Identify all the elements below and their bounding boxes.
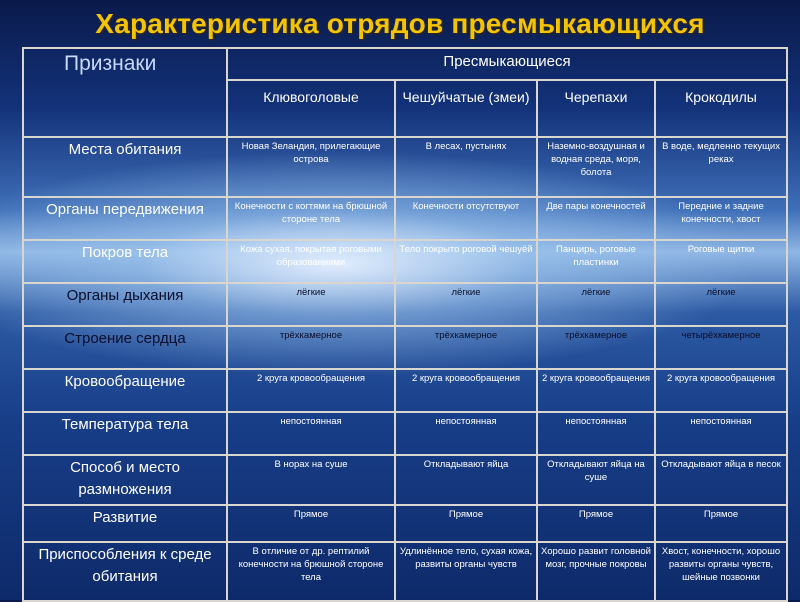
- table-cell: непостоянная: [537, 412, 655, 455]
- table-row: [23, 240, 787, 283]
- row-label: Покров тела: [23, 240, 227, 283]
- table-cell: Две пары конечностей: [537, 197, 655, 240]
- reptiles-group-header: Пресмыкающиеся: [227, 48, 787, 80]
- table-cell: Роговые щитки: [655, 240, 787, 283]
- table-cell: Откладывают яйца в песок: [655, 455, 787, 505]
- row-label: Приспособления к среде обитания: [23, 542, 227, 601]
- table-cell: В норах на суше: [227, 455, 395, 505]
- table-cell: трёхкамерное: [227, 326, 395, 369]
- order-header-squamata: Чешуйчатые (змеи): [395, 80, 537, 137]
- table-row: [23, 326, 787, 369]
- row-label: Строение сердца: [23, 326, 227, 369]
- table-row: [23, 542, 787, 601]
- features-header: Признаки: [23, 48, 227, 137]
- table-cell: Хорошо развит головной мозг, прочные покровы: [537, 542, 655, 601]
- table-cell: Прямое: [395, 505, 537, 542]
- row-label: Органы передвижения: [23, 197, 227, 240]
- table-row: [23, 137, 787, 197]
- table-cell: лёгкие: [655, 283, 787, 326]
- table-row: [23, 283, 787, 326]
- table-row: [23, 369, 787, 412]
- table-cell: 2 круга кровообращения: [537, 369, 655, 412]
- page-title: Характеристика отрядов пресмыкающихся: [95, 8, 705, 39]
- order-header-tuatara: Клювоголовые: [227, 80, 395, 137]
- table-cell: Конечности отсутствуют: [395, 197, 537, 240]
- table-cell: Тело покрыто роговой чешуёй: [395, 240, 537, 283]
- table-cell: Передние и задние конечности, хвост: [655, 197, 787, 240]
- table-cell: В отличие от др. рептилий конечности на брюшной стороне тела: [227, 542, 395, 601]
- table-cell: В воде, медленно текущих реках: [655, 137, 787, 197]
- order-header-crocodiles: Крокодилы: [655, 80, 787, 137]
- table-cell: лёгкие: [537, 283, 655, 326]
- row-label: Кровообращение: [23, 369, 227, 412]
- table-cell: Удлинённое тело, сухая кожа, развиты органы чувств: [395, 542, 537, 601]
- table-cell: 2 круга кровообращения: [655, 369, 787, 412]
- table-cell: В лесах, пустынях: [395, 137, 537, 197]
- table-cell: трёхкамерное: [395, 326, 537, 369]
- table-cell: лёгкие: [395, 283, 537, 326]
- table-cell: Откладывают яйца: [395, 455, 537, 505]
- table-cell: Панцирь, роговые пластинки: [537, 240, 655, 283]
- table-cell: 2 круга кровообращения: [395, 369, 537, 412]
- table-cell: Откладывают яйца на суше: [537, 455, 655, 505]
- table-cell: трёхкамерное: [537, 326, 655, 369]
- table-cell: 2 круга кровообращения: [227, 369, 395, 412]
- row-label: Места обитания: [23, 137, 227, 197]
- table-cell: Кожа сухая, покрытая роговыми образованиями: [227, 240, 395, 283]
- row-label: Развитие: [23, 505, 227, 542]
- reptile-orders-table: [22, 47, 788, 602]
- table-row: [23, 197, 787, 240]
- table-cell: непостоянная: [655, 412, 787, 455]
- table-cell: Прямое: [537, 505, 655, 542]
- row-label: Органы дыхания: [23, 283, 227, 326]
- table-cell: лёгкие: [227, 283, 395, 326]
- table-cell: Прямое: [227, 505, 395, 542]
- row-label: Способ и место размножения: [23, 455, 227, 505]
- table-cell: Новая Зеландия, прилегающие острова: [227, 137, 395, 197]
- table-cell: Хвост, конечности, хорошо развиты органы чувств, шейные позвонки: [655, 542, 787, 601]
- table-cell: Прямое: [655, 505, 787, 542]
- row-label: Температура тела: [23, 412, 227, 455]
- table-row: [23, 412, 787, 455]
- table-row: [23, 455, 787, 505]
- order-header-turtles: Черепахи: [537, 80, 655, 137]
- table-cell: непостоянная: [227, 412, 395, 455]
- table-row: [23, 505, 787, 542]
- table-cell: Конечности с когтями на брюшной стороне тела: [227, 197, 395, 240]
- table-cell: Наземно-воздушная и водная среда, моря, болота: [537, 137, 655, 197]
- table-cell: четырёхкамерное: [655, 326, 787, 369]
- table-cell: непостоянная: [395, 412, 537, 455]
